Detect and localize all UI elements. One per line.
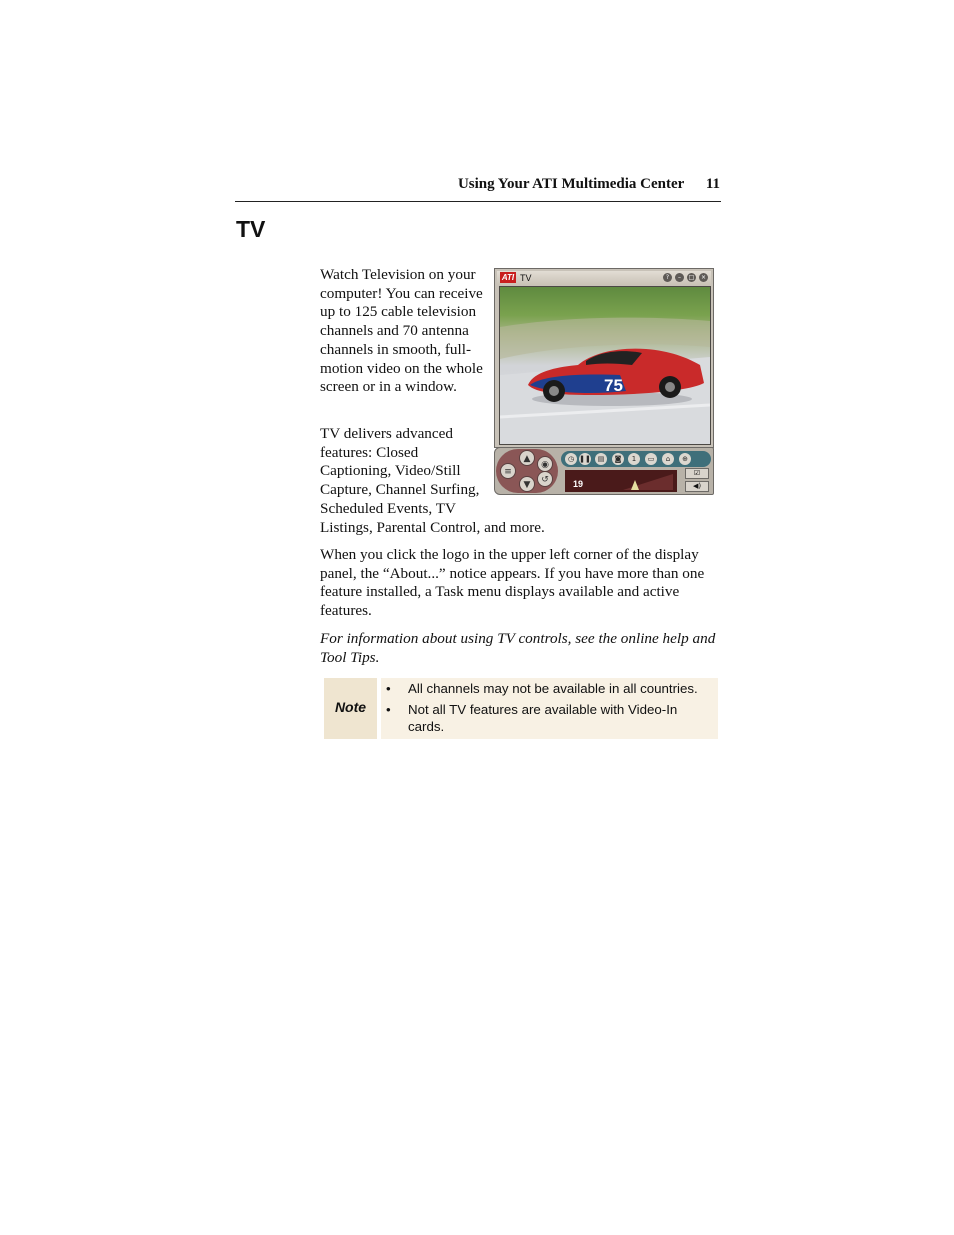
- actual-size-icon[interactable]: 1: [628, 453, 640, 465]
- maximize-icon[interactable]: □: [688, 274, 695, 281]
- ati-logo[interactable]: ATI: [501, 273, 515, 282]
- list-item: [386, 680, 716, 697]
- channel-number: 19: [573, 479, 584, 489]
- tv-window: [494, 268, 714, 448]
- tv-control-panel: [494, 447, 714, 495]
- eye-icon[interactable]: ◉: [537, 456, 553, 472]
- feature-toolbar: [561, 451, 711, 467]
- list-item: [386, 701, 716, 735]
- note-list: [386, 680, 716, 739]
- logo-paragraph: When you click the logo in the upper left corner of the display panel, the “About...” notice appears. If you have more than one feature installed, a Task menu displays available and active features.: [320, 546, 705, 620]
- svg-text:75: 75: [604, 376, 623, 395]
- features-paragraph-tail: Listings, Parental Control, and more.: [320, 518, 545, 536]
- tv-title-bar: [497, 271, 711, 285]
- channel-down-icon[interactable]: ▼: [519, 476, 535, 492]
- note-item-text: All channels may not be available in all countries.: [408, 681, 698, 696]
- volume-icon[interactable]: ◀): [685, 481, 709, 492]
- pause-icon[interactable]: ❚❚: [579, 455, 591, 463]
- timer-icon[interactable]: ◷: [565, 453, 577, 465]
- settings-icon[interactable]: ⊕: [679, 453, 691, 465]
- note-content-cell: [381, 678, 718, 739]
- running-header: [236, 176, 720, 193]
- section-title: TV: [236, 216, 266, 242]
- tv-window-title: TV: [520, 273, 532, 283]
- recall-icon[interactable]: ↺: [537, 471, 553, 487]
- note-item-text: Not all TV features are available with Video-In cards.: [408, 702, 678, 734]
- intro-paragraph: Watch Television on your computer! You can receive up to 125 cable television channels and 70 antenna channels in smooth, full-motion video on the whole screen or in a window.: [320, 266, 483, 396]
- help-paragraph: For information about using TV controls, see the online help and Tool Tips.: [320, 630, 716, 666]
- volume-meter: [623, 474, 673, 490]
- window-icon[interactable]: ▭: [645, 453, 657, 465]
- race-car-image: [500, 287, 710, 444]
- channel-display: [565, 470, 677, 492]
- caption-icon[interactable]: ▤: [595, 453, 607, 465]
- navigation-pad: [496, 449, 558, 493]
- tv-video-screen: [499, 286, 711, 445]
- header-rule: [235, 201, 721, 202]
- note-label-cell: [324, 678, 377, 739]
- capture-icon[interactable]: ◙: [612, 453, 624, 465]
- features-paragraph-wrapped: TV delivers advanced features: Closed Captioning, Video/Still Capture, Channel Surfing, Scheduled Events, TV: [320, 425, 480, 517]
- minimize-icon[interactable]: –: [675, 273, 684, 282]
- header-title: Using Your ATI Multimedia Center: [457, 176, 685, 192]
- checkbox-icon[interactable]: ☑: [685, 468, 709, 479]
- help-icon[interactable]: ?: [663, 273, 672, 282]
- page-number: 11: [705, 176, 720, 192]
- bullet: •: [386, 681, 391, 696]
- lock-icon[interactable]: ⌂: [662, 453, 674, 465]
- list-icon[interactable]: ≡: [500, 463, 516, 479]
- close-icon[interactable]: ×: [700, 274, 707, 281]
- channel-up-icon[interactable]: ▲: [519, 450, 535, 466]
- note-label: Note: [334, 699, 367, 715]
- bullet: •: [386, 702, 391, 717]
